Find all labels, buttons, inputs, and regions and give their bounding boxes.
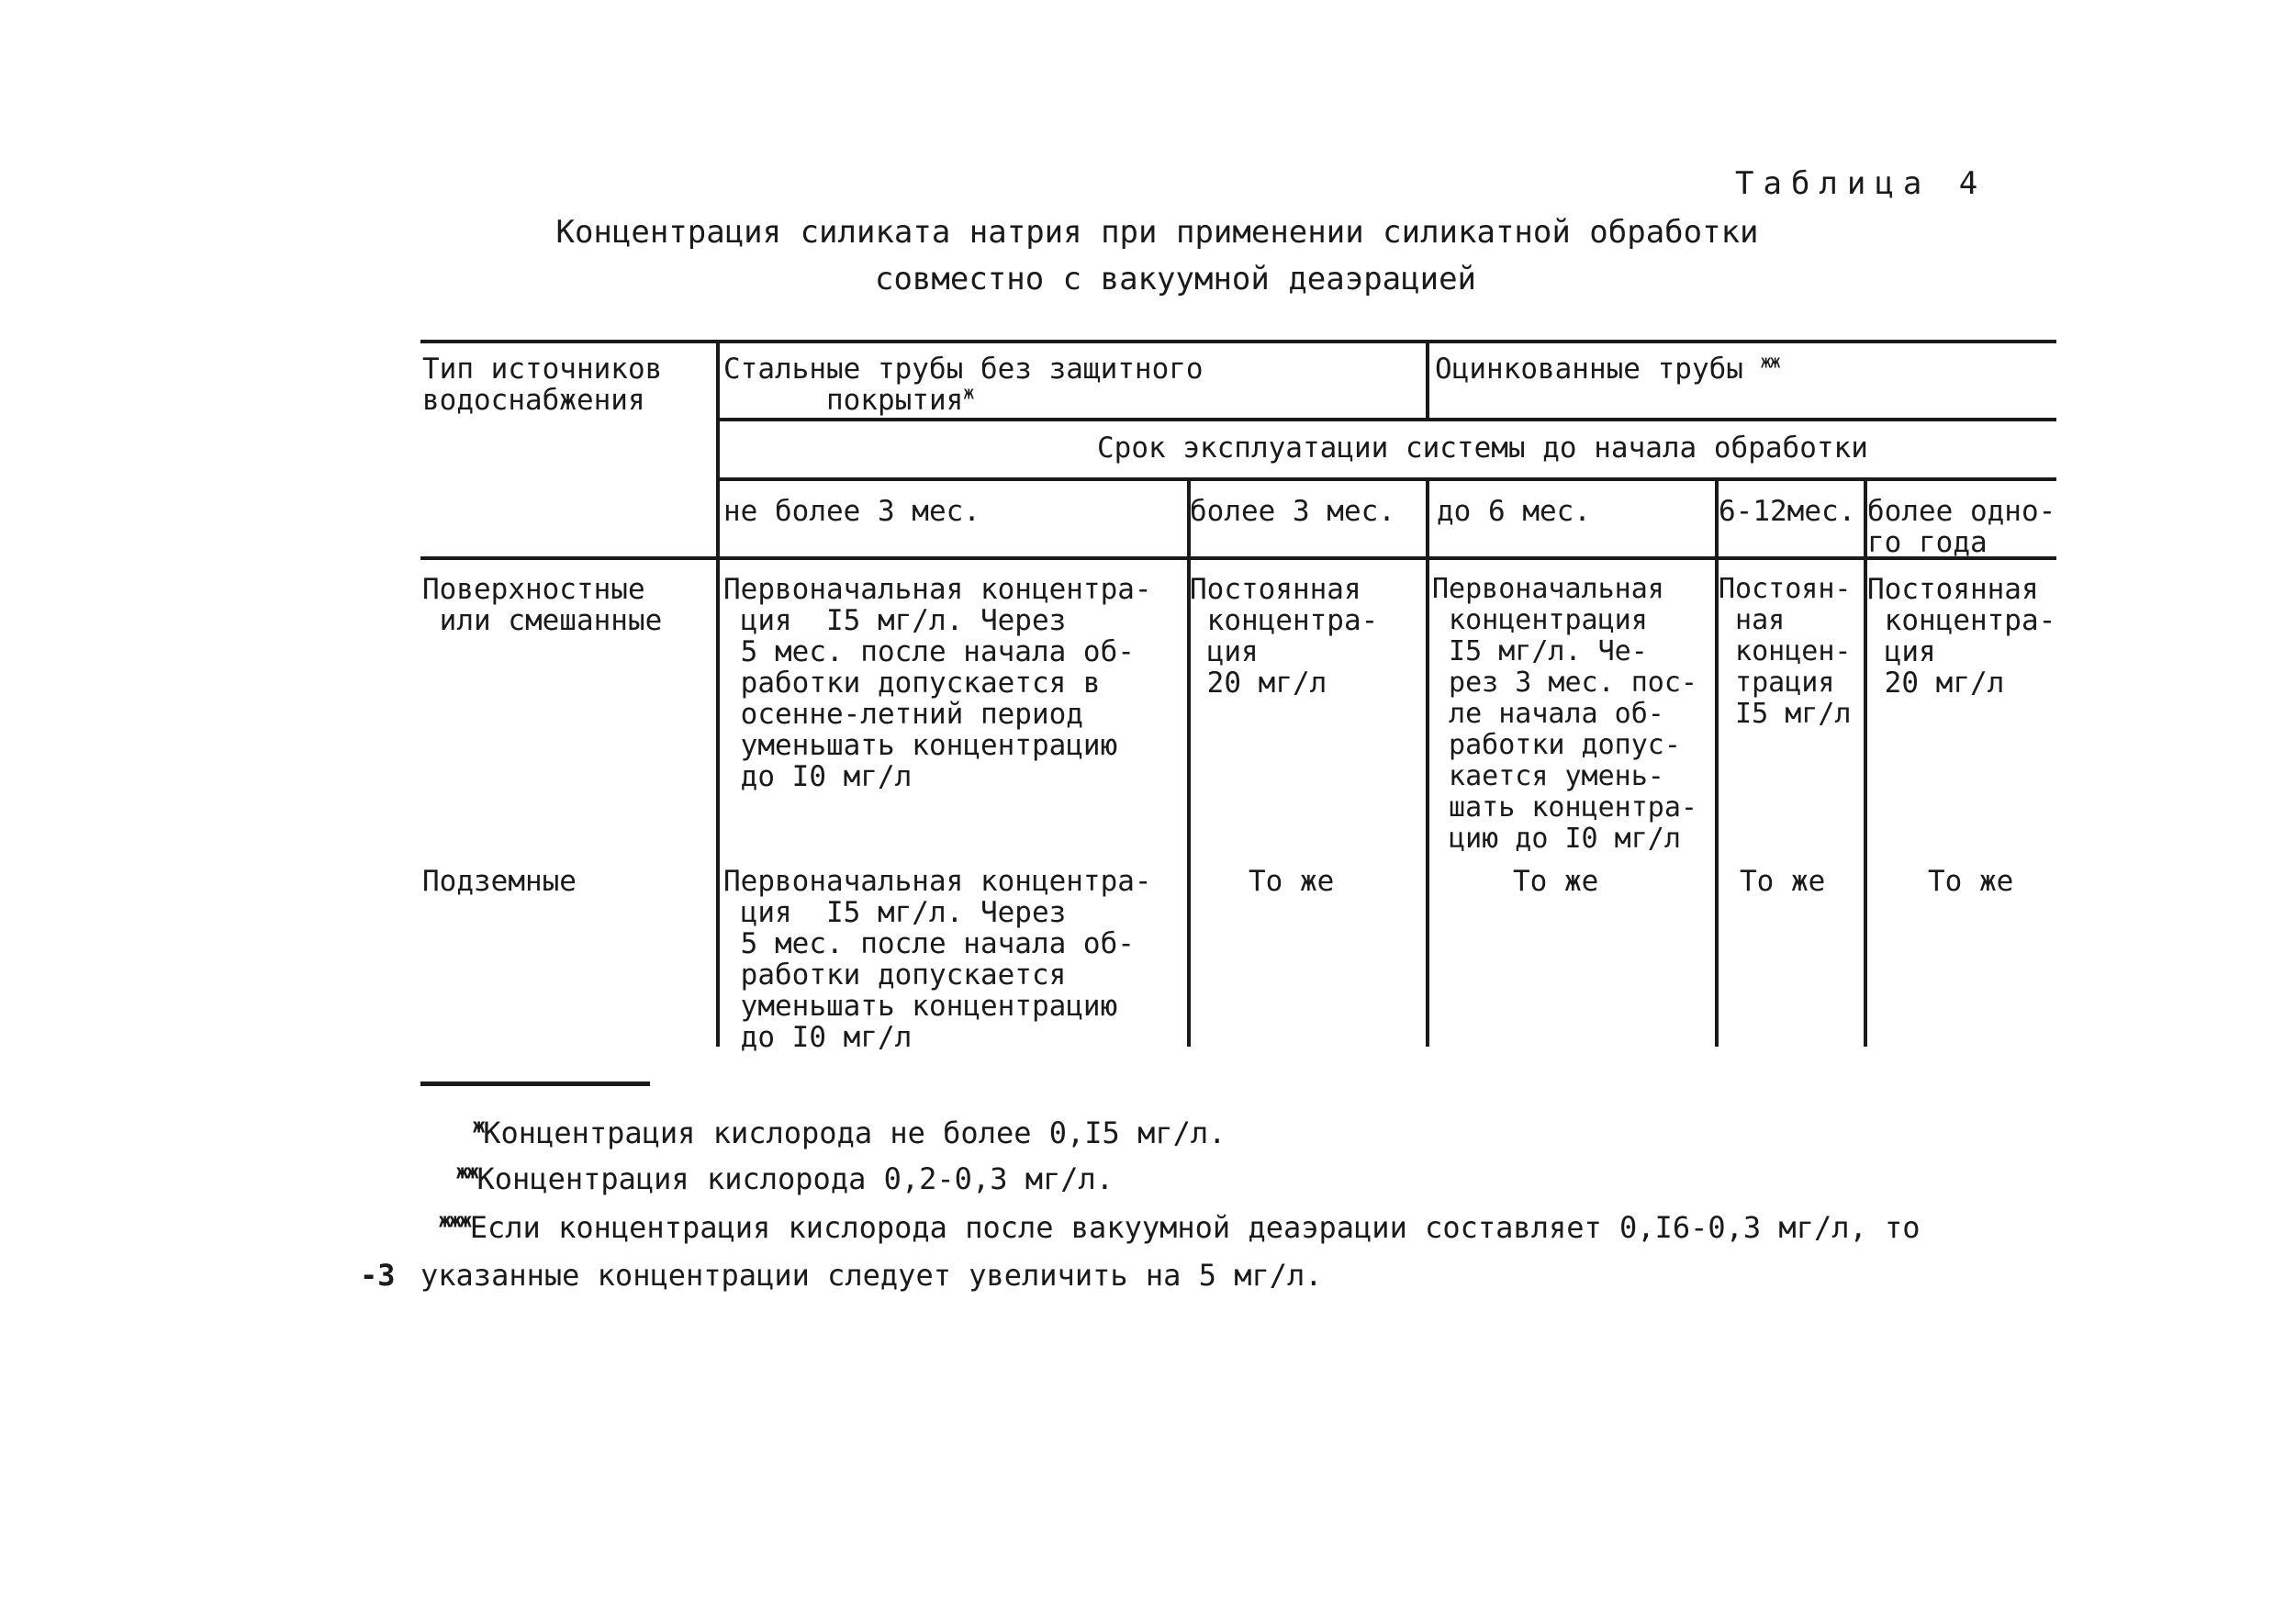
rule-under-pipes xyxy=(718,418,2056,421)
footnote-2: $^{жж}$Концентрация кислорода 0,2-0,3 мг/л. xyxy=(456,1160,1114,1196)
row-cell-1: Первоначальная концентра- ция I5 мг/л. Через 5 мес. после начала об- работки допускается уменьшать концентрацию до I0 мг/л xyxy=(723,865,1152,1054)
row-cell-5: Постоянная концентра- ция 20 мг/л xyxy=(1867,573,2056,700)
header-galvanized-pipes: Оцинкованные трубы $^{жж}$ xyxy=(1435,350,1779,386)
header-service-period: Срок эксплуатации системы до начала обработки xyxy=(1097,432,1868,465)
footnote-1: $^ж$Концентрация кислорода не более 0,I5 мг/л. xyxy=(473,1115,1226,1150)
row-cell-3: То же xyxy=(1513,865,1599,898)
footnote-3: $^{жжж}$Если концентрация кислорода после вакуумной деаэрации составляет 0,I6-0,3 мг/л, то xyxy=(439,1209,1921,1245)
footnote-3-continued: указанные концентрации следует увеличить на 5 мг/л. xyxy=(420,1258,1323,1293)
row-source: Подземные xyxy=(422,865,577,898)
rule-header-bottom xyxy=(420,556,2056,560)
footnote-ref-2: жж xyxy=(1760,350,1779,373)
row-cell-4: То же xyxy=(1740,865,1826,898)
header-sub-4: 6-12мес. xyxy=(1719,495,1856,528)
footnote-ref-1: ж xyxy=(963,381,973,404)
header-source-type: Тип источников водоснабжения xyxy=(422,353,663,417)
header-steel-pipes: Стальные трубы без защитного покрытия$^ж$ xyxy=(723,353,1204,417)
row-cell-3: Первоначальная концентрация I5 мг/л. Че- рез 3 мес. пос- ле начала об- работки допус- кается умень- шать концентра- цию до I0 мг/л xyxy=(1432,573,1697,855)
rule-under-period xyxy=(718,477,2056,481)
row-cell-1: Первоначальная концентра- ция I5 мг/л. Через 5 мес. после начала об- работки допускается в осенне-летний период уменьшать концентрацию до I0 мг/л xyxy=(723,573,1152,793)
table-title-line-1: Концентрация силиката натрия при применении силикатной обработки xyxy=(555,214,1759,251)
col-divider-3-upper xyxy=(1426,340,1429,420)
table-number: Таблица 4 xyxy=(1735,165,1988,202)
row-cell-2: Постоянная концентра- ция 20 мг/л xyxy=(1190,573,1379,700)
col-divider-3 xyxy=(1426,479,1429,1047)
table-title-line-2: совместно с вакуумной деаэрацией xyxy=(874,261,1477,297)
col-divider-1 xyxy=(716,340,720,1047)
col-divider-4 xyxy=(1715,479,1719,1047)
margin-mark: -3 xyxy=(360,1258,396,1293)
row-source: Поверхностные или смешанные xyxy=(422,573,663,637)
row-cell-2: То же xyxy=(1249,865,1335,898)
header-sub-5: более одно- го года xyxy=(1867,495,2056,559)
rule-top xyxy=(420,340,2056,343)
header-sub-2: более 3 мес. xyxy=(1190,495,1395,528)
row-cell-4: Постоян- ная концен- трация I5 мг/л xyxy=(1719,573,1852,730)
header-sub-3: до 6 мес. xyxy=(1437,495,1591,528)
header-sub-1: не более 3 мес. xyxy=(723,495,980,528)
row-cell-5: То же xyxy=(1928,865,2014,898)
col-divider-5 xyxy=(1864,479,1867,1047)
footnote-divider xyxy=(420,1082,650,1086)
col-divider-2 xyxy=(1187,479,1191,1047)
